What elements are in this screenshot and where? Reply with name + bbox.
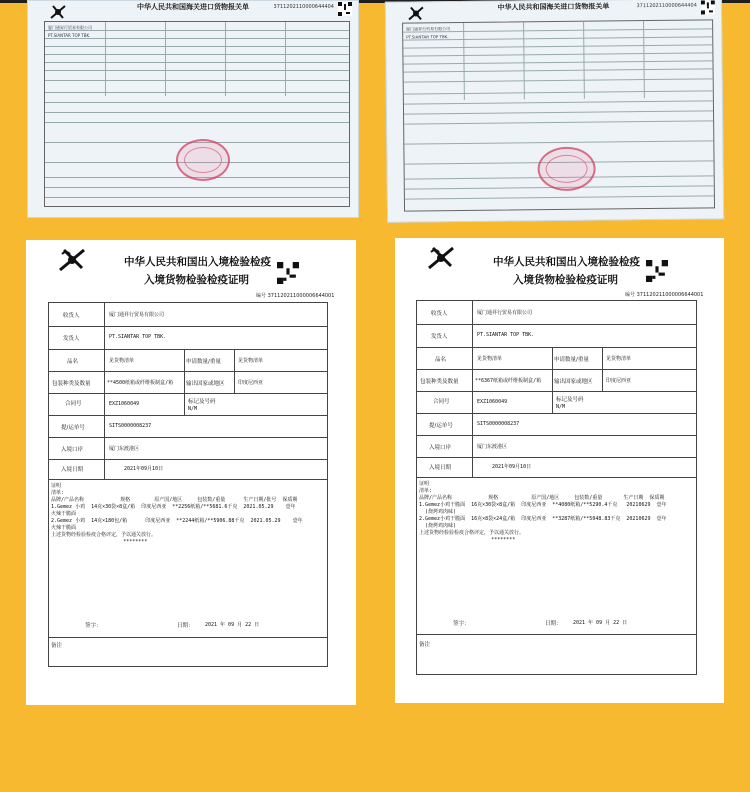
- value-shipper: PT.SIANTAR TOP TBK.: [109, 334, 167, 340]
- customs-title: 中华人民共和国海关进口货物报关单: [497, 2, 610, 12]
- value-port: 厦门东渡港区: [477, 444, 508, 450]
- certificate-number: 编号 371120211000006644001: [256, 293, 335, 299]
- value-quantity-weight: 见货物清单: [238, 358, 264, 364]
- label-product: 品名: [67, 359, 79, 365]
- label-shipper: 发货人: [63, 336, 80, 342]
- value-contract: EXZ1060049: [477, 399, 508, 405]
- label-origin: 输出国家或地区: [554, 379, 593, 385]
- value-entry-date: 2021年09月10日: [124, 466, 164, 472]
- label-signature: 签字：: [453, 621, 470, 627]
- label-date: 日期：: [177, 623, 194, 629]
- certificate-body: 证明 清单: 品牌/产品名称 规格 原产国/地区 包装数/重量 生产日期/批号 保质期 1.Gemez 小鸡 14克×30袋×8盒/箱 印度尼西亚 **2256纸箱/**5681.6千克 2021.05.29 壹年 火辣干脆面 2.Gemez 小鸡 14克×180包/箱 印度尼西亚 **2244纸箱/**5906.88千克 2021.05.29 壹年 火辣干脆面 上述货物经检验检疫合格评定，予以通关放行。 ********: [51, 483, 303, 545]
- value-packaging: **6367纸箱或纤维板制盒/箱: [475, 378, 542, 384]
- label-origin: 输出国家或地区: [186, 381, 225, 387]
- qr-code-icon: [701, 0, 715, 14]
- label-port: 入境口岸: [61, 447, 84, 453]
- qr-code-icon: [277, 262, 299, 284]
- value-marks: N/M: [556, 404, 566, 410]
- value-bill-of-lading: SITS0000008237: [109, 423, 152, 429]
- label-marks: 标记及号码: [556, 397, 584, 403]
- label-bill-of-lading: 提/运单号: [61, 425, 85, 431]
- label-packaging: 包装种类及数量: [420, 379, 459, 385]
- customs-serial: 3711202110000644404: [273, 4, 334, 10]
- value-consignee: 厦门通昇行贸易有限公司: [109, 312, 165, 318]
- certificate-title-line1: 中华人民共和国出入境检验检疫: [124, 256, 271, 268]
- value-consignee: 厦门通昇行贸易有限公司: [477, 310, 533, 316]
- value-product: 见货物清单: [477, 356, 503, 362]
- certificate-title-line2: 入境货物检验检疫证明: [513, 274, 618, 286]
- label-contract: 合同号: [65, 401, 82, 407]
- value-date: 2021 年 09 月 22 日: [205, 622, 260, 628]
- certificate-title-line2: 入境货物检验检疫证明: [144, 274, 249, 286]
- label-contract: 合同号: [433, 399, 450, 405]
- customs-title: 中华人民共和国海关进口货物报关单: [137, 3, 249, 11]
- value-packaging: **4500纸箱或纤维板制盒/箱: [107, 380, 174, 386]
- certificate-table: [416, 300, 697, 675]
- label-consignee: 收货人: [431, 311, 448, 317]
- label-entry-date: 入境日期: [61, 467, 84, 473]
- label-marks: 标记及号码: [188, 399, 216, 405]
- value-bill-of-lading: SITS0000008237: [477, 421, 520, 427]
- value-port: 厦门东渡港区: [109, 446, 140, 452]
- customs-consignee: 厦门通昇行贸易有限公司: [48, 25, 92, 30]
- label-port: 入境口岸: [429, 445, 452, 451]
- value-contract: EXZ1060049: [109, 401, 140, 407]
- label-quantity-weight: 申请数量/重量: [186, 359, 221, 365]
- inspection-certificate-right: [395, 238, 724, 703]
- customs-serial: 3711202110000644404: [636, 2, 697, 10]
- certificate-table: [48, 302, 328, 667]
- label-product: 品名: [435, 357, 447, 363]
- label-shipper: 发货人: [431, 334, 448, 340]
- customs-shipper: PT.SIANTAR TOP TBK.: [406, 34, 449, 40]
- value-origin: 印度尼西亚: [606, 378, 632, 384]
- inspection-certificate-left: [26, 240, 356, 705]
- customs-declaration-left: [27, 0, 359, 218]
- customs-declaration-right: [385, 0, 724, 223]
- customs-shipper: PT.SIANTAR TOP TBK.: [48, 33, 91, 38]
- value-date: 2021 年 09 月 22 日: [573, 620, 628, 626]
- ciq-emblem-icon: [425, 244, 457, 272]
- value-origin: 印度尼西亚: [238, 380, 264, 386]
- certificate-number: 编号 371120211000006644001: [625, 292, 704, 298]
- qr-code-icon: [338, 2, 352, 16]
- value-marks: N/M: [188, 406, 198, 412]
- label-bill-of-lading: 提/运单号: [429, 423, 453, 429]
- certificate-title-line1: 中华人民共和国出入境检验检疫: [493, 256, 640, 268]
- label-entry-date: 入境日期: [429, 465, 452, 471]
- label-date: 日期：: [545, 621, 562, 627]
- label-signature: 签字：: [85, 623, 102, 629]
- value-entry-date: 2021年09月10日: [492, 464, 532, 470]
- label-quantity-weight: 申请数量/重量: [554, 357, 589, 363]
- certificate-body: 证明 清单: 品牌/产品名称 规格 原产国/地区 包装数/重量 生产日期 保质期 1.Gemez小鸡干脆面 16克×30袋×8盒/箱 印度尼西亚 **4080纸箱/**5290.4千克 20210629 壹年 (烧烤鸡肉味) 2.Gemez小鸡干脆面 16克×8袋×24盒/箱 印度尼西亚 **3287纸箱/**5048.83千克 20210629 壹年 (烧烤鸡肉味) 上述货物经检验检疫合格评定，予以通关放行。 ********: [419, 481, 667, 543]
- label-remarks: 备注: [51, 643, 63, 649]
- label-remarks: 备注: [419, 642, 431, 648]
- value-shipper: PT.SIANTAR TOP TBK.: [477, 332, 535, 338]
- label-consignee: 收货人: [63, 313, 80, 319]
- ciq-emblem-icon: [56, 246, 88, 274]
- customs-seal: [176, 139, 230, 181]
- qr-code-icon: [646, 260, 668, 282]
- customs-consignee: 厦门通昇行贸易有限公司: [406, 26, 451, 32]
- value-product: 见货物清单: [109, 358, 135, 364]
- label-packaging: 包装种类及数量: [52, 381, 91, 387]
- value-quantity-weight: 见货物清单: [606, 356, 632, 362]
